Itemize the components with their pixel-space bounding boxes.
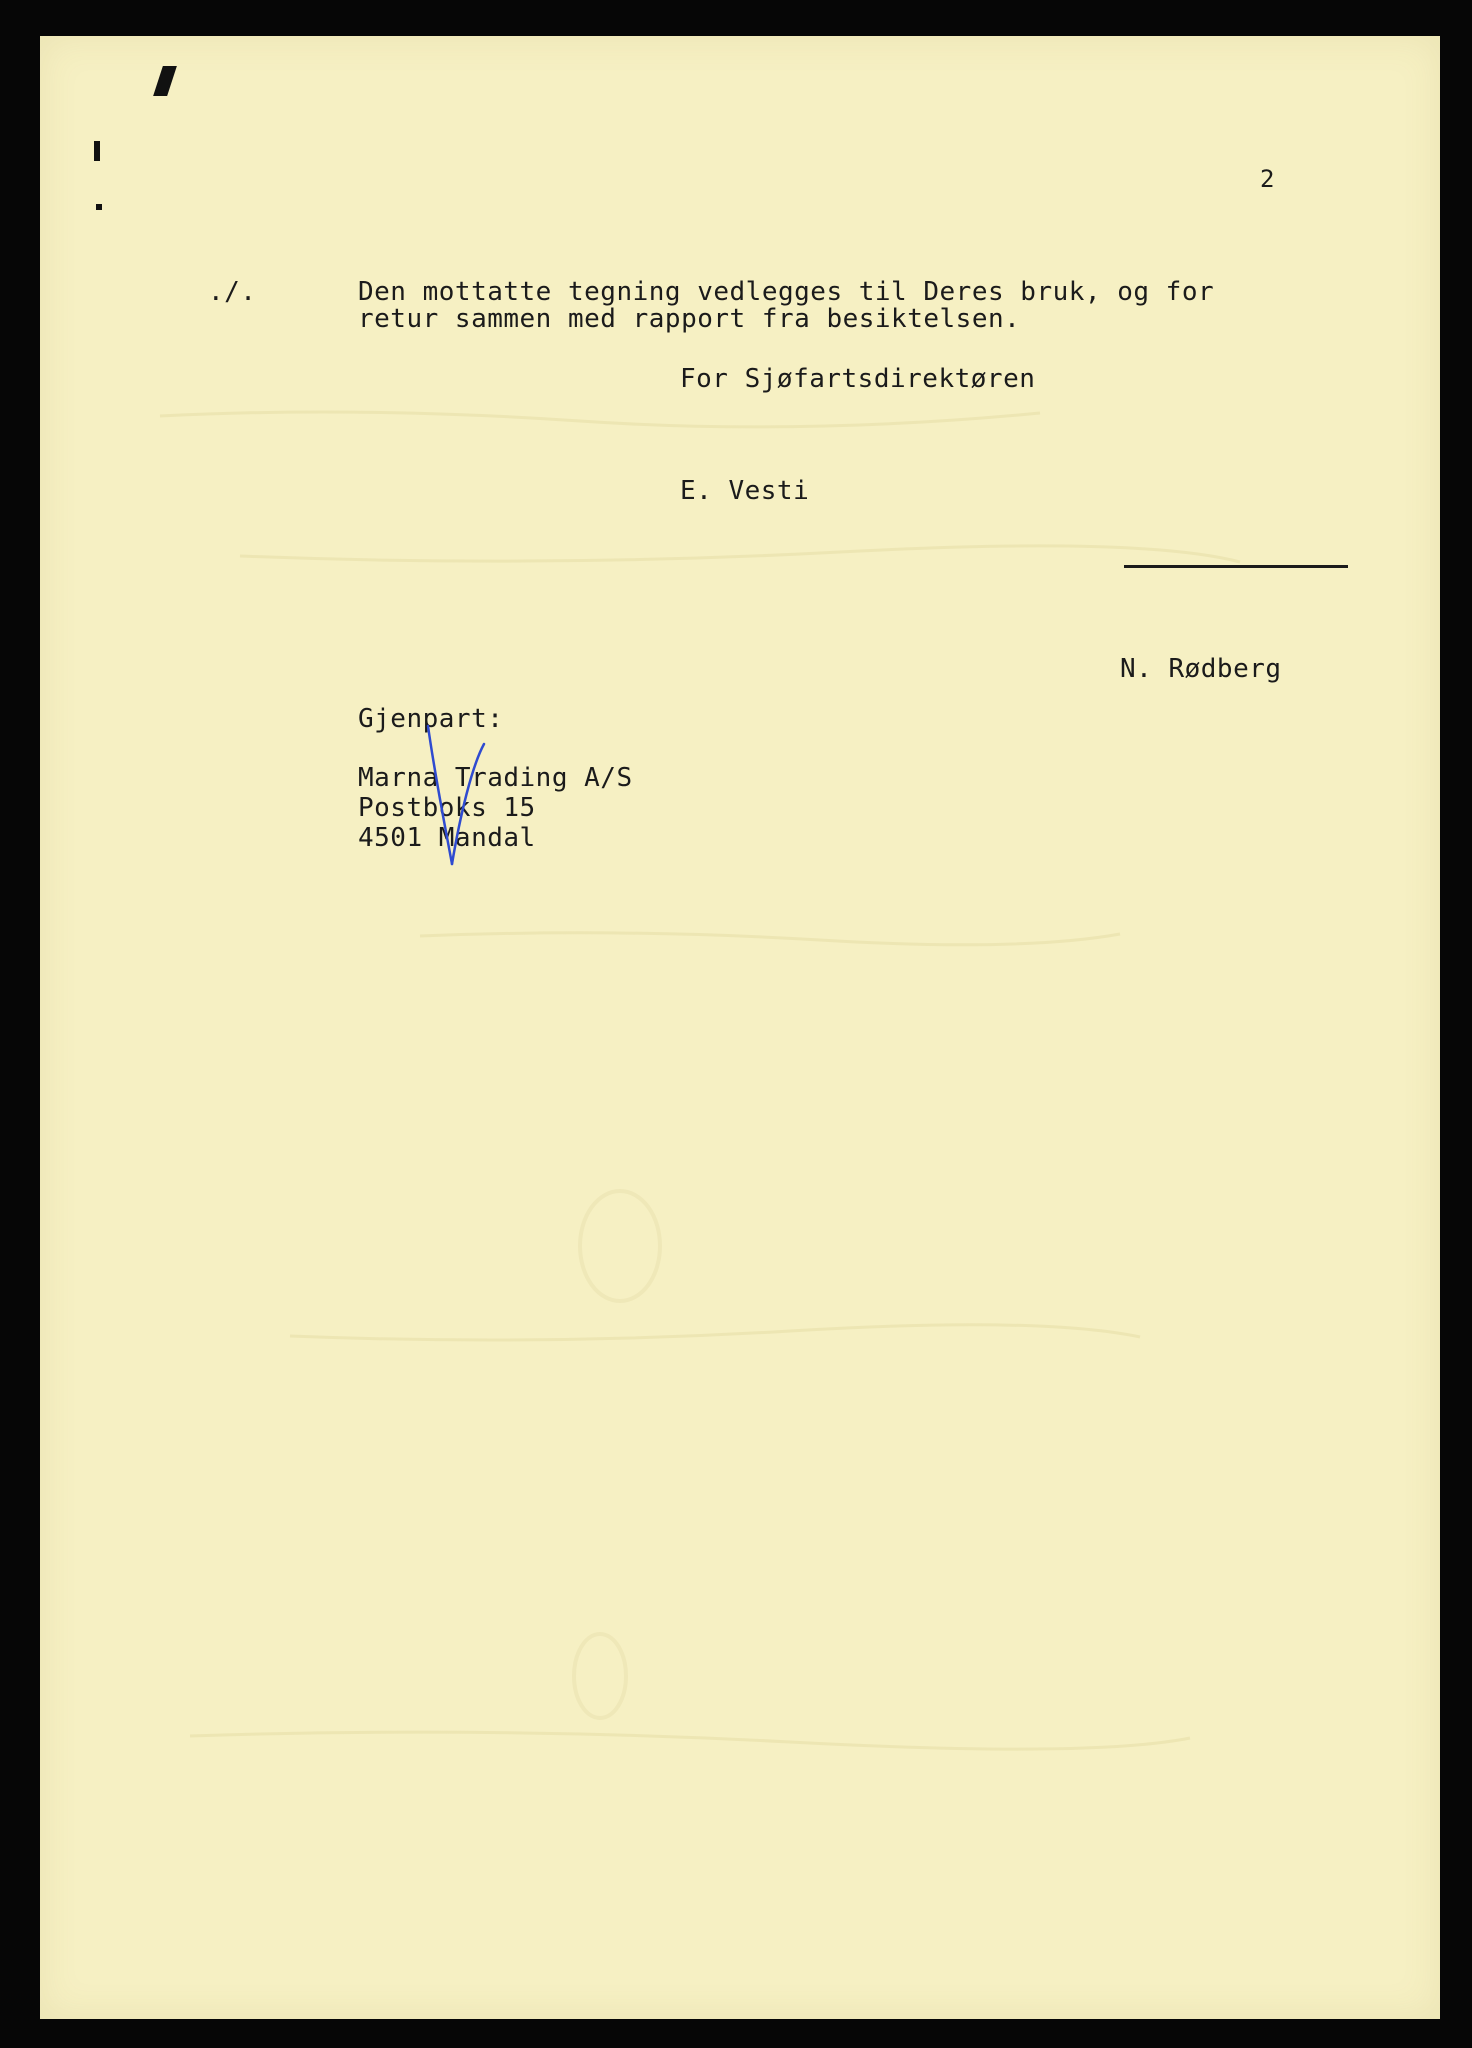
enclosure-mark: ./. [208, 277, 257, 307]
page-number: 2 [1260, 165, 1275, 193]
address-line: 4501 Mandal [358, 823, 536, 853]
second-signer-name: N. Rødberg [1120, 654, 1282, 684]
for-line: For Sjøfartsdirektøren [680, 364, 1036, 394]
address-line: Marna Trading A/S [358, 763, 633, 793]
punch-mark-bottom [96, 204, 102, 210]
copy-label: Gjenpart: [358, 704, 504, 734]
paper-sheet [40, 36, 1440, 2019]
signer-name: E. Vesti [680, 476, 810, 506]
body-line: Den mottatte tegning vedlegges til Deres bruk, og for [358, 277, 1215, 307]
signature-line [1124, 565, 1348, 568]
punch-mark-middle [94, 141, 100, 161]
address-line: Postboks 15 [358, 793, 536, 823]
body-line: retur sammen med rapport fra besiktelsen. [358, 304, 1021, 334]
